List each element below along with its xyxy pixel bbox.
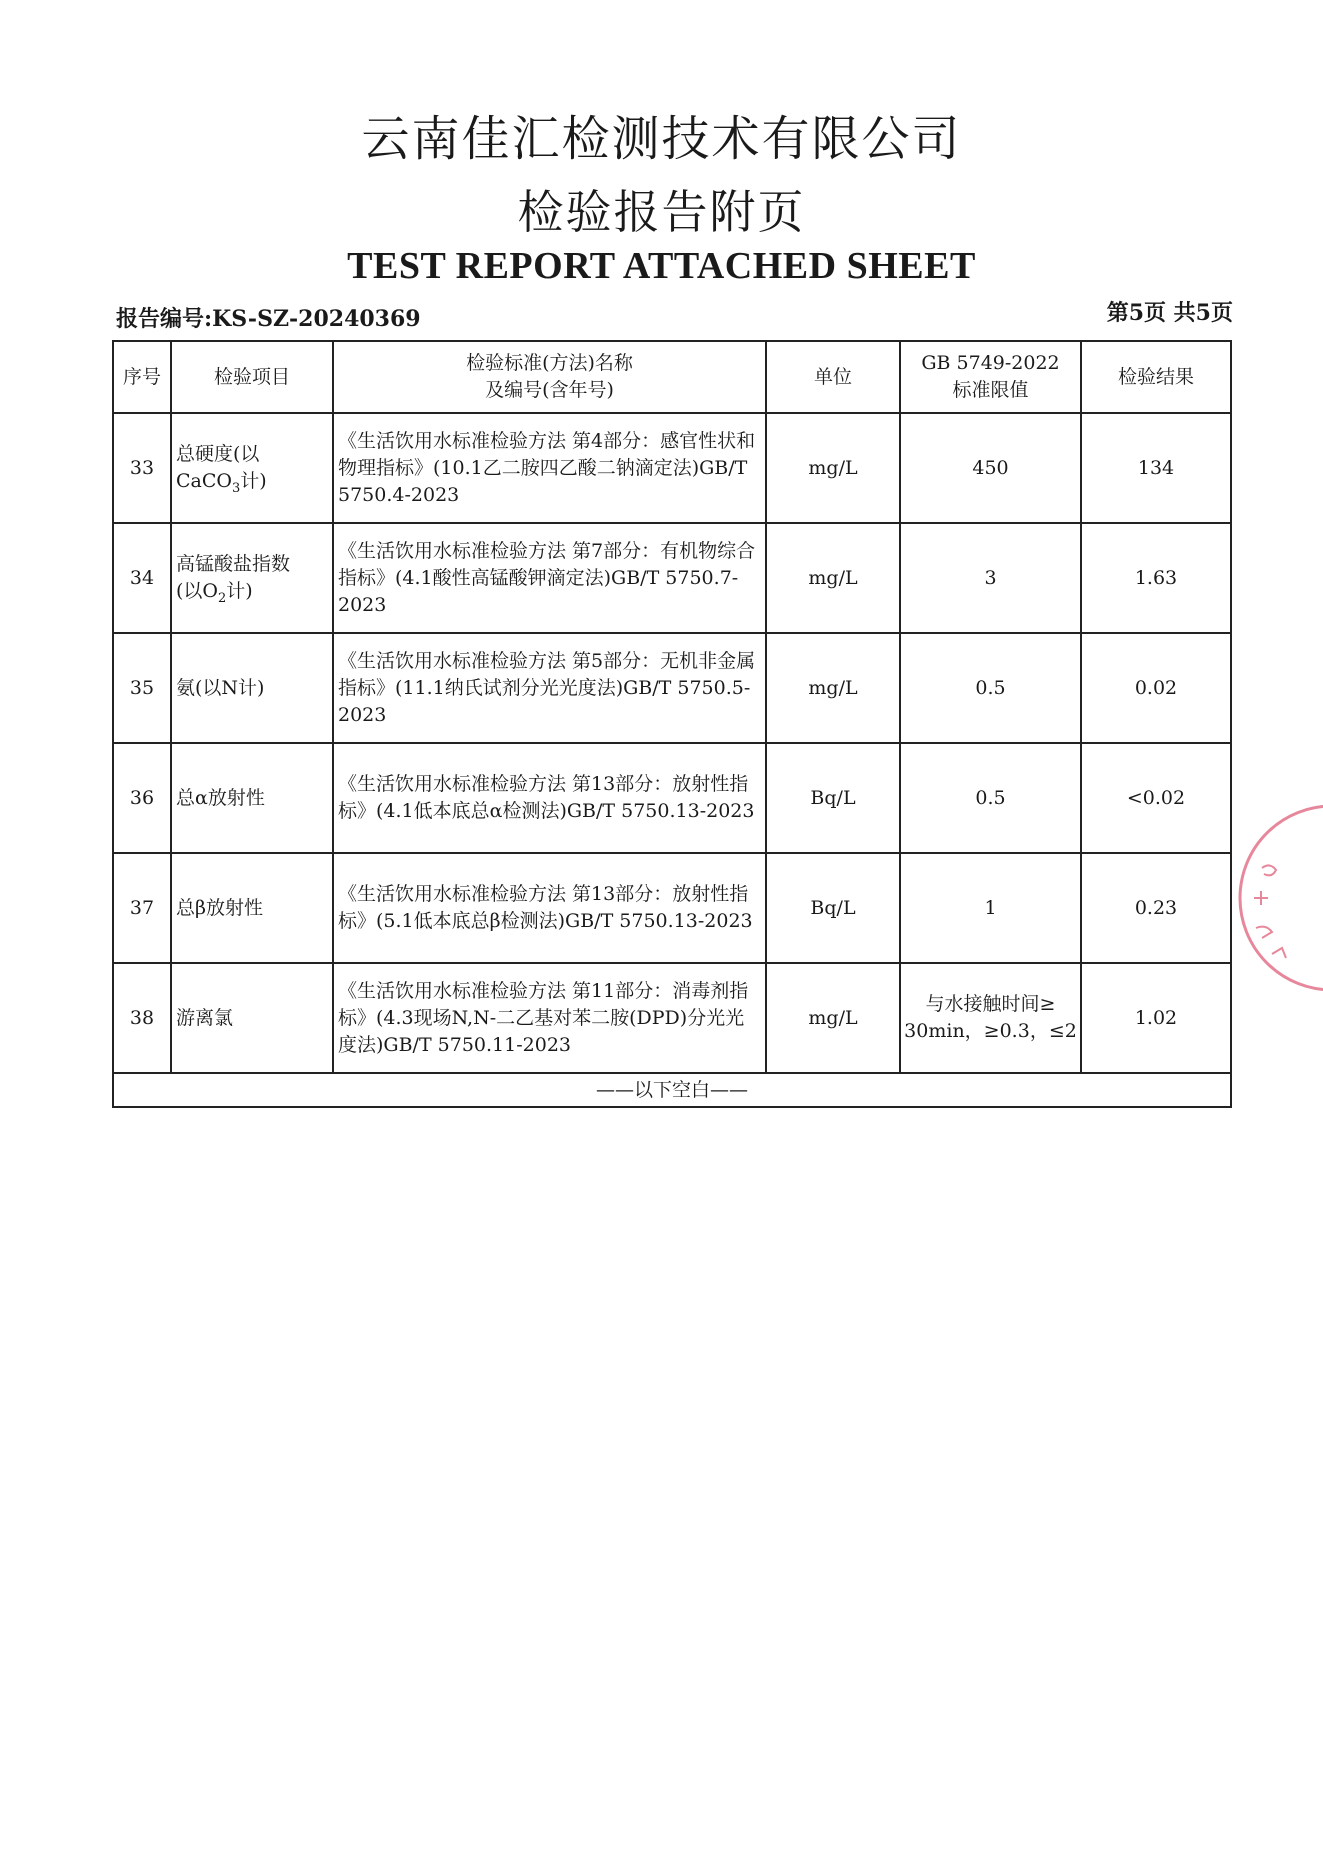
row-item-subscript: 3	[231, 480, 241, 496]
row-limit-line2: 30min，≥0.3，≤2	[904, 1020, 1077, 1042]
seal-glyph-1	[1262, 865, 1276, 875]
row-unit: mg/L	[766, 963, 900, 1073]
row-item-part-c: 计)	[240, 470, 267, 492]
row-item-subscript: 2	[218, 590, 227, 606]
report-title-en: TEST REPORT ATTACHED SHEET	[347, 245, 976, 287]
row-item-part-c: 计)	[226, 580, 253, 602]
table-row	[113, 523, 1231, 633]
row-limit: 1	[900, 853, 1081, 963]
header-method-line1: 检验标准(方法)名称	[466, 352, 633, 374]
row-unit: mg/L	[766, 633, 900, 743]
table-row	[113, 743, 1231, 853]
row-limit: 450	[900, 413, 1081, 523]
seal-glyph-3	[1256, 927, 1272, 938]
row-limit: 3	[900, 523, 1081, 633]
table-row	[113, 633, 1231, 743]
row-limit: 0.5	[900, 743, 1081, 853]
row-limit-line1: 与水接触时间≥	[925, 993, 1056, 1015]
header-method	[333, 341, 766, 413]
row-result: 134	[1081, 413, 1231, 523]
row-result: 1.63	[1081, 523, 1231, 633]
page-info: 第5页 共5页	[1106, 300, 1233, 326]
seal-stamp	[1232, 798, 1323, 998]
row-item	[171, 413, 333, 523]
header-item: 检验项目	[171, 341, 333, 413]
row-result: <0.02	[1081, 743, 1231, 853]
seal-stamp-graphic	[1232, 798, 1323, 998]
row-seq: 38	[113, 963, 171, 1073]
table-row	[113, 963, 1231, 1073]
row-result: 0.02	[1081, 633, 1231, 743]
row-seq: 36	[113, 743, 171, 853]
row-unit: Bq/L	[766, 743, 900, 853]
row-unit: Bq/L	[766, 853, 900, 963]
row-item-part-a: 高锰酸盐指数	[176, 553, 291, 575]
report-number: 报告编号:KS-SZ-20240369	[116, 306, 421, 332]
seal-glyph-2	[1254, 891, 1268, 905]
row-limit: 0.5	[900, 633, 1081, 743]
company-name: 云南佳汇检测技术有限公司	[361, 111, 962, 167]
row-result: 1.02	[1081, 963, 1231, 1073]
header-limit	[900, 341, 1081, 413]
row-method: 《生活饮用水标准检验方法 第13部分：放射性指标》(5.1低本底总β检测法)GB/T 5750.13-2023	[333, 853, 766, 963]
row-result: 0.23	[1081, 853, 1231, 963]
row-seq: 37	[113, 853, 171, 963]
row-item: 总α放射性	[171, 743, 333, 853]
row-method: 《生活饮用水标准检验方法 第7部分：有机物综合指标》(4.1酸性高锰酸钾滴定法)GB/T 5750.7-2023	[333, 523, 766, 633]
row-item	[171, 523, 333, 633]
row-item: 总β放射性	[171, 853, 333, 963]
header-seq: 序号	[113, 341, 171, 413]
row-seq: 34	[113, 523, 171, 633]
end-note: ——以下空白——	[113, 1073, 1231, 1107]
row-seq: 33	[113, 413, 171, 523]
table-row	[113, 413, 1231, 523]
table-end-row	[113, 1073, 1231, 1107]
table-row	[113, 853, 1231, 963]
header-method-line2: 及编号(含年号)	[485, 379, 614, 401]
seal-outer-ring	[1240, 806, 1323, 990]
header-limit-line1: GB 5749-2022	[921, 352, 1060, 374]
row-limit	[900, 963, 1081, 1073]
row-seq: 35	[113, 633, 171, 743]
row-item-part-b: CaCO	[176, 470, 232, 492]
header-limit-line2: 标准限值	[952, 379, 1029, 401]
report-title-cn: 检验报告附页	[517, 185, 806, 239]
row-method: 《生活饮用水标准检验方法 第11部分：消毒剂指标》(4.3现场N,N-二乙基对苯二胺(DPD)分光光度法)GB/T 5750.11-2023	[333, 963, 766, 1073]
row-unit: mg/L	[766, 413, 900, 523]
row-item-part-b: (以O	[176, 580, 218, 602]
table-header-row	[113, 341, 1231, 413]
row-item-part-a: 总硬度(以	[176, 443, 260, 465]
row-method: 《生活饮用水标准检验方法 第13部分：放射性指标》(4.1低本底总α检测法)GB/T 5750.13-2023	[333, 743, 766, 853]
header-unit: 单位	[766, 341, 900, 413]
row-method: 《生活饮用水标准检验方法 第4部分：感官性状和物理指标》(10.1乙二胺四乙酸二钠滴定法)GB/T 5750.4-2023	[333, 413, 766, 523]
seal-glyph-4	[1272, 948, 1286, 958]
row-unit: mg/L	[766, 523, 900, 633]
row-item: 游离氯	[171, 963, 333, 1073]
row-method: 《生活饮用水标准检验方法 第5部分：无机非金属指标》(11.1纳氏试剂分光光度法)GB/T 5750.5-2023	[333, 633, 766, 743]
results-table	[112, 340, 1232, 1108]
row-item: 氨(以N计)	[171, 633, 333, 743]
header-result: 检验结果	[1081, 341, 1231, 413]
